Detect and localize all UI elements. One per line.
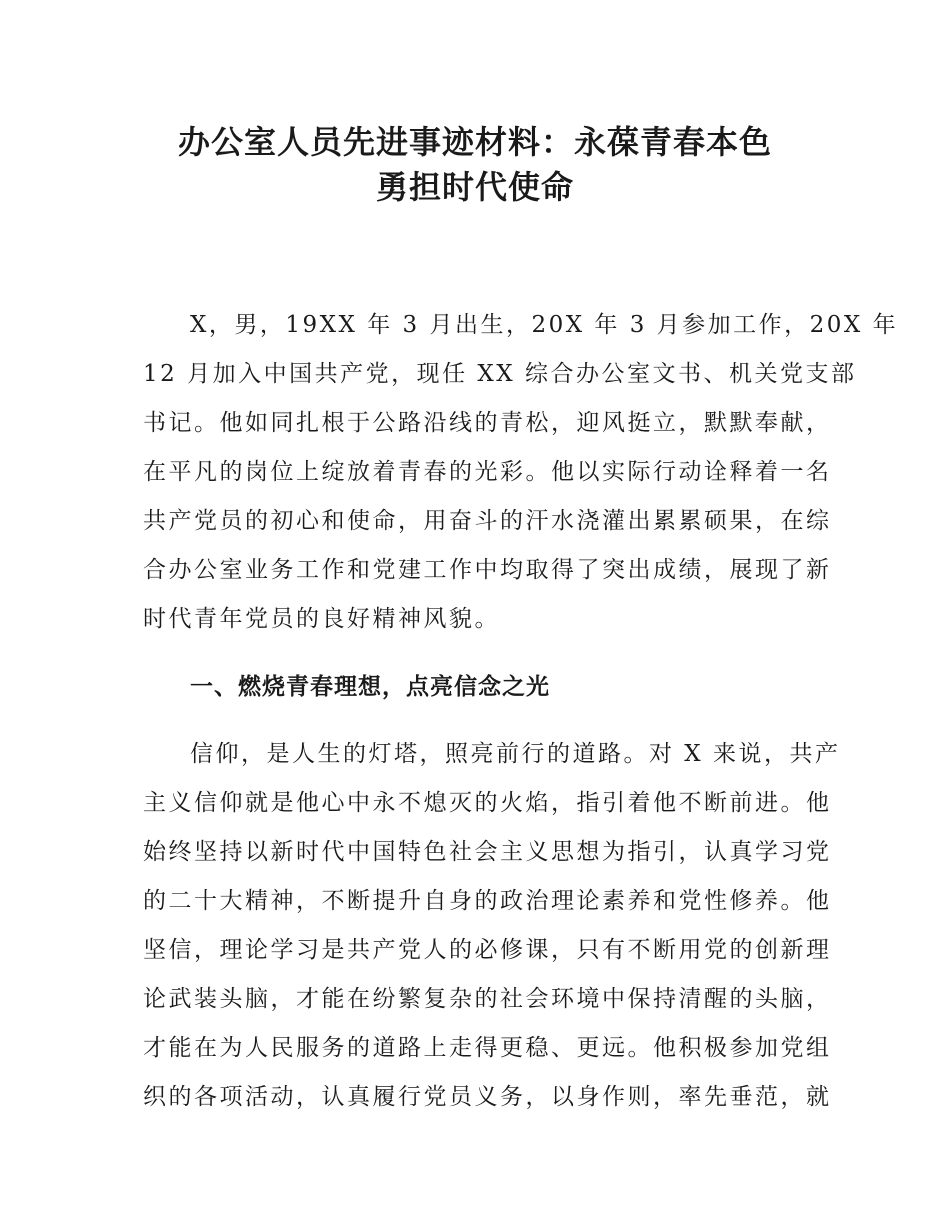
document-title-line-2: 勇担时代使命 bbox=[375, 168, 574, 206]
paragraph-line: 始终坚持以新时代中国特色社会主义思想为指引，认真学习党 bbox=[143, 839, 832, 865]
section-heading-1: 一、燃烧青春理想，点亮信念之光 bbox=[190, 674, 550, 700]
paragraph-line: 才能在为人民服务的道路上走得更稳、更远。他积极参加党组 bbox=[143, 1035, 832, 1061]
paragraph-line: 坚信，理论学习是共产党人的必修课，只有不断用党的创新理 bbox=[143, 937, 832, 963]
paragraph-line: 织的各项活动，认真履行党员义务，以身作则，率先垂范，就 bbox=[143, 1084, 832, 1110]
paragraph-line: 共产党员的初心和使命，用奋斗的汗水浇灌出累累硕果，在综 bbox=[143, 508, 832, 534]
paragraph-line: 在平凡的岗位上绽放着青春的光彩。他以实际行动诠释着一名 bbox=[143, 459, 832, 485]
section-1-paragraph bbox=[143, 730, 841, 1122]
paragraph-line: 论武装头脑，才能在纷繁复杂的社会环境中保持清醒的头脑， bbox=[143, 986, 832, 1012]
paragraph-line: 信仰，是人生的灯塔，照亮前行的道路。对 X 来说，共产 bbox=[190, 741, 841, 767]
paragraph-line: 12 月加入中国共产党，现任 XX 综合办公室文书、机关党支部 bbox=[143, 361, 857, 387]
paragraph-line: 主义信仰就是他心中永不熄灭的火焰，指引着他不断前进。他 bbox=[143, 790, 832, 816]
paragraph-line: 书记。他如同扎根于公路沿线的青松，迎风挺立，默默奉献， bbox=[143, 410, 832, 436]
paragraph-line: 的二十大精神，不断提升自身的政治理论素养和党性修养。他 bbox=[143, 888, 832, 914]
intro-paragraph bbox=[143, 301, 899, 644]
paragraph-line: 合办公室业务工作和党建工作中均取得了突出成绩，展现了新 bbox=[143, 557, 832, 583]
paragraph-line: 时代青年党员的良好精神风貌。 bbox=[143, 606, 500, 632]
document-title-line-1: 办公室人员先进事迹材料：永葆青春本色 bbox=[177, 123, 772, 161]
paragraph-line: X，男，19XX 年 3 月出生，20X 年 3 月参加工作，20X 年 bbox=[190, 312, 899, 338]
